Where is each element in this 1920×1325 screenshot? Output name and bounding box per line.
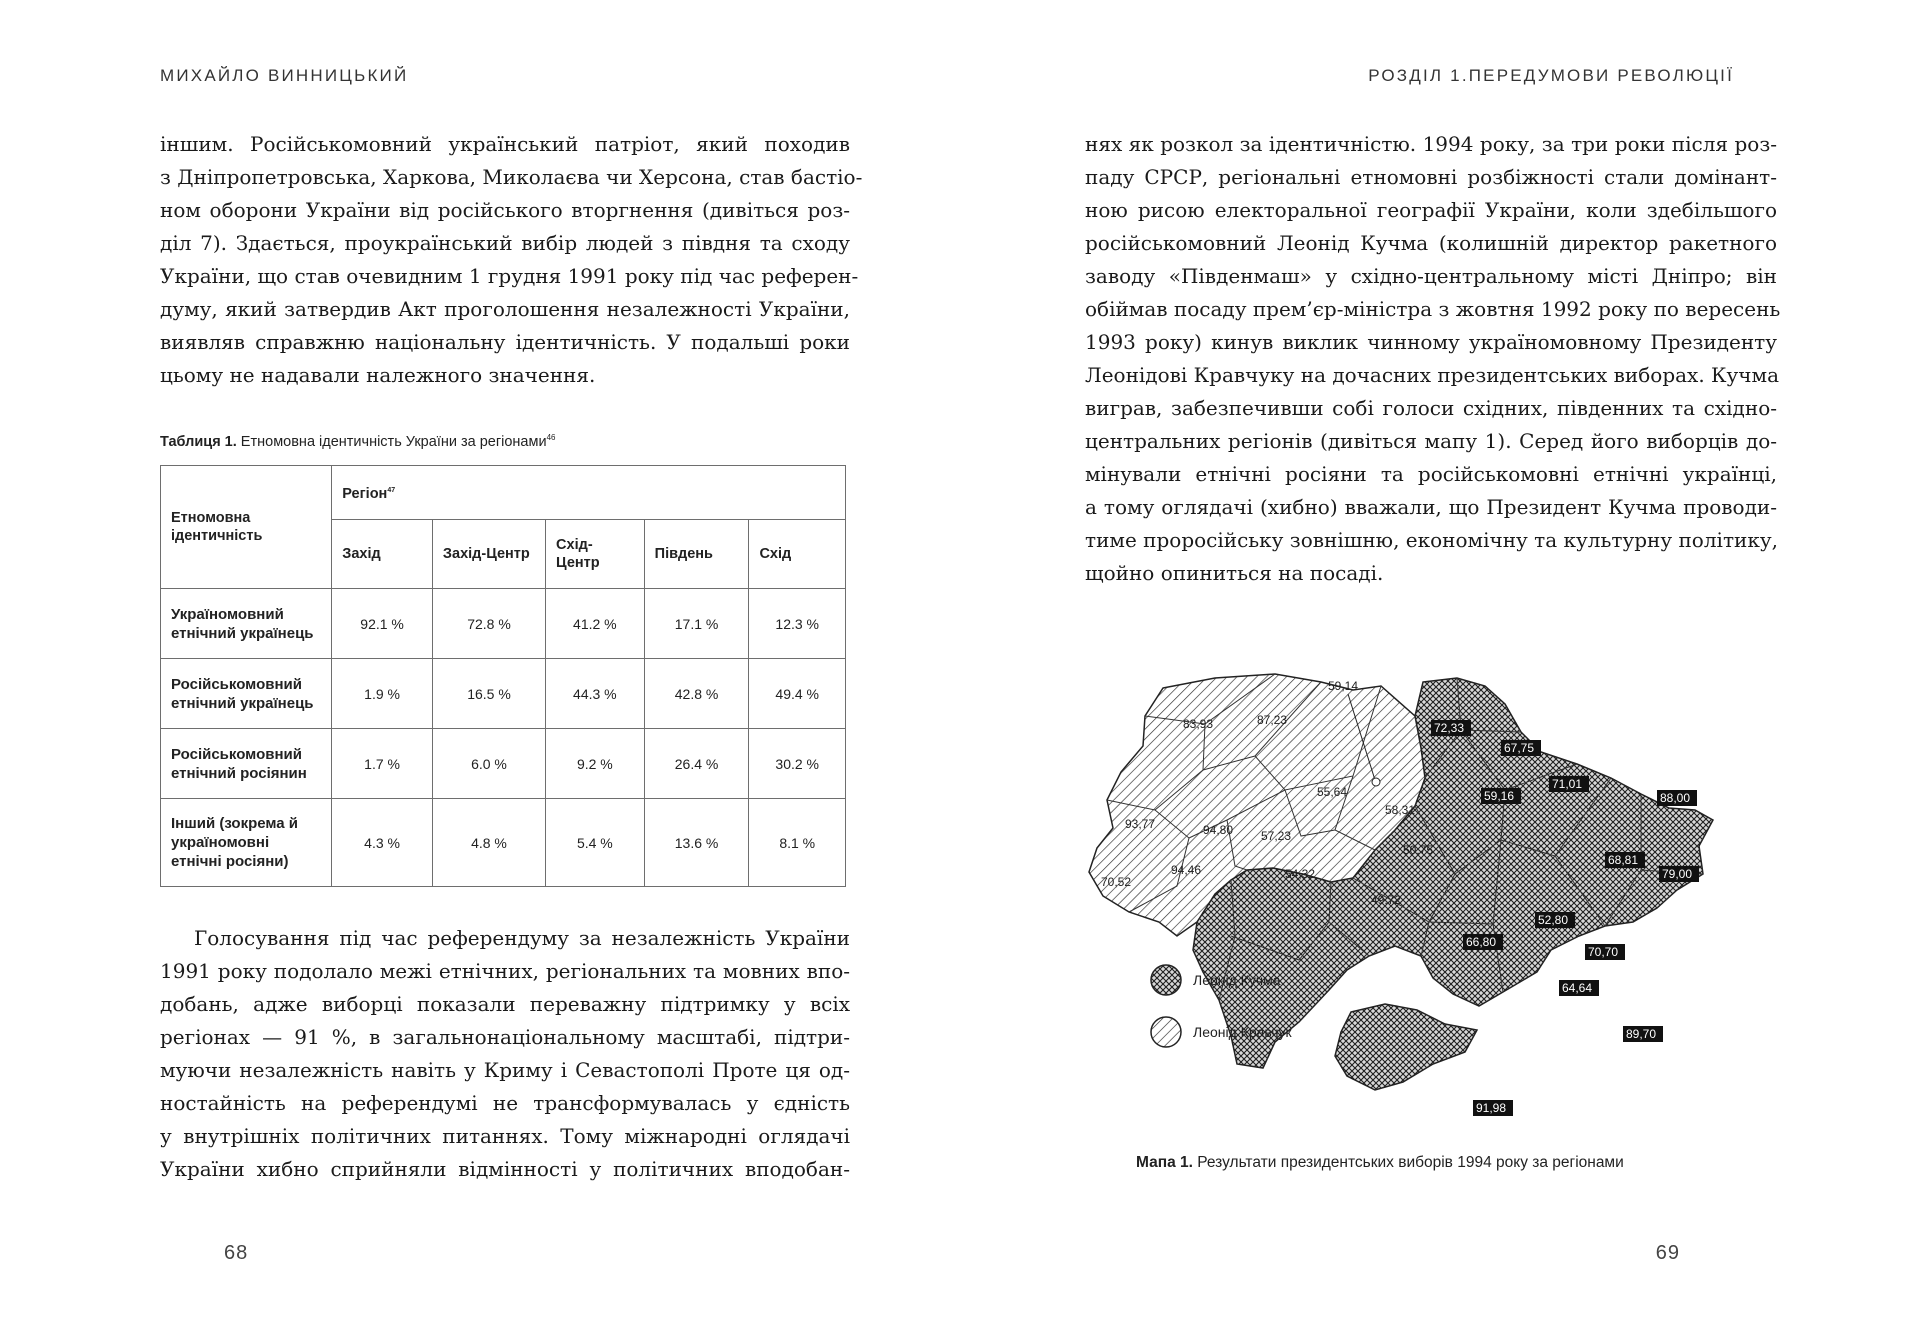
label-khmelnytskyi: 57,23 [1261,829,1292,843]
table-row-label: Російськомовний етнічний росіянин [161,729,332,799]
text-line: 1993 року) кинув виклик чинному україномовному Президенту [1085,330,1777,354]
election-map [1085,660,1785,1140]
table-cell: 17.1 % [644,589,749,659]
paragraph-3 [1085,128,1781,590]
label-chernihiv-south: 58,31 [1385,803,1416,817]
text-line: Леонідові Кравчуку на дочасних президентських виборах. Кучма [1085,363,1780,387]
text-line: Голосування під час референдуму за незалежність України [194,926,850,950]
kuchma-label: 71,01 [1552,777,1583,791]
table-column-header: Схід [749,520,846,589]
kuchma-label: 72,33 [1434,721,1465,735]
paragraph-1 [160,128,863,392]
table-cell: 72.8 % [432,589,545,659]
text-line: виявляв справжню національну ідентичність. У подальші роки [160,330,850,354]
legend-kravchuk-label: Леонід Кравчук [1193,1024,1292,1040]
table-row-label: Російськомовний етнічний українець [161,659,332,729]
text-line: ном оборони України від російського вторгнення (дивіться роз- [160,198,850,222]
label-ternopil: 94,80 [1203,823,1234,837]
text-line: муючи незалежність навіть у Криму і Севастополі Проте ця од- [160,1058,850,1082]
text-line: цьому не надавали належного значення. [160,363,596,387]
text-line: щойно опиниться на посаді. [1085,561,1384,585]
text-line: діл 7). Здається, проукраїнський вибір людей з півдня та сходу [160,231,850,255]
table-cell: 12.3 % [749,589,846,659]
legend-kuchma-label: Леонід Кучма [1193,972,1281,988]
table-caption [160,433,555,450]
table-caption-label: Таблиця 1. [160,433,237,450]
kuchma-label: 70,70 [1588,945,1619,959]
text-line: центральних регіонів (дивіться мапу 1). Серед його виборців до- [1085,429,1777,453]
table-cell: 4.3 % [332,799,433,887]
paragraph-2 [160,922,850,1186]
text-line: російськомовний Леонід Кучма (колишній директор ракетного [1085,231,1777,255]
kuchma-label: 91,98 [1476,1101,1507,1115]
table-corner-header: Етномовна ідентичність [161,466,332,589]
table-column-header: Захід-Центр [432,520,545,589]
table-cell: 16.5 % [432,659,545,729]
table-row-label: Україномовний етнічний українець [161,589,332,659]
text-line: ностайність на референдумі не трансформувалась у єдність [160,1091,850,1115]
table-cell: 1.7 % [332,729,433,799]
table-column-header: Схід-Центр [546,520,645,589]
label-poltava: 50,75 [1403,843,1434,857]
kuchma-label: 79,00 [1662,867,1693,881]
legend-kuchma-swatch [1151,965,1181,995]
table-cell: 44.3 % [546,659,645,729]
label-rivne: 87,23 [1257,713,1288,727]
text-line: добань, адже виборці показали переважну підтримку у всіх [160,992,850,1016]
label-volyn: 83,93 [1183,717,1214,731]
text-line: 1991 року подолало межі етнічних, регіональних та мовних впо- [160,959,850,983]
text-line: регіонах — 91 %, в загальнонаціональному масштабі, підтри- [160,1025,850,1049]
map-caption-label: Мапа 1. [1136,1154,1193,1171]
label-lviv: 93,77 [1125,817,1156,831]
kuchma-label: 66,80 [1466,935,1497,949]
crimea-area [1335,1004,1477,1090]
table-cell: 26.4 % [644,729,749,799]
page-number-right: 69 [1655,1242,1680,1264]
text-line: з Дніпропетровська, Харкова, Миколаєва чи Херсона, став бастіо- [160,165,863,189]
text-line: тиме проросійську зовнішню, економічну та культурну політику, [1085,528,1778,552]
ethnolinguistic-table [160,465,846,887]
text-line: думу, який затвердив Акт проголошення незалежності України, [160,297,850,321]
table-cell: 5.4 % [546,799,645,887]
table-row [161,799,846,887]
kuchma-label: 59,16 [1484,789,1515,803]
kuchma-label: 64,64 [1562,981,1593,995]
page-number-left: 68 [224,1242,249,1264]
table-cell: 6.0 % [432,729,545,799]
label-vinnytsia: 54,32 [1285,867,1316,881]
kuchma-label: 67,75 [1504,741,1535,755]
table-column-header: Південь [644,520,749,589]
table-region-header [332,466,846,520]
text-line: ною рисою електоральної географії України, коли здебільшого [1085,198,1777,222]
table-cell: 1.9 % [332,659,433,729]
map-caption-text: Результати президентських виборів 1994 року за регіонами [1192,1154,1624,1171]
table-row [161,589,846,659]
table-row-label: Інший (зокрема й україномовні етнічні росіяни) [161,799,332,887]
table-cell: 42.8 % [644,659,749,729]
ukraine-map-svg [1085,660,1785,1140]
table-cell: 4.8 % [432,799,545,887]
text-line: у внутрішніх політичних питаннях. Тому міжнародні оглядачі [160,1124,850,1148]
table-cell: 8.1 % [749,799,846,887]
text-line: паду СРСР, регіональні етномовні розбіжності стали домінант- [1085,165,1777,189]
legend-kravchuk-swatch [1151,1017,1181,1047]
table-cell: 49.4 % [749,659,846,729]
text-line: заводу «Південмаш» у східно-центральному місті Дніпро; він [1085,264,1777,288]
label-ivano-frankivsk: 94,46 [1171,863,1202,877]
table-cell: 92.1 % [332,589,433,659]
table-caption-footnote: 46 [546,433,556,442]
kuchma-label: 52,80 [1538,913,1569,927]
text-line: мінували етнічні росіяни та російськомовні етнічні українці, [1085,462,1777,486]
text-line: виграв, забезпечивши собі голоси східних, південних та східно- [1085,396,1777,420]
region-label: Регіон [342,485,388,502]
text-line: обіймав посаду прем’єр-міністра з жовтня 1992 року по вересень [1085,297,1781,321]
label-kyiv: 55,64 [1317,785,1348,799]
text-line: іншим. Російськомовний український патріот, який походив [160,132,850,156]
table-caption-text: Етномовна ідентичність України за регіонами [236,433,547,450]
table-cell: 13.6 % [644,799,749,887]
kuchma-label: 89,70 [1626,1027,1657,1041]
running-head-author: МИХАЙЛО ВИННИЦЬКИЙ [160,66,409,85]
running-head-chapter: РОЗДІЛ 1.ПЕРЕДУМОВИ РЕВОЛЮЦІЇ [1368,66,1734,85]
text-line: а тому оглядачі (хибно) вважали, що Президент Кучма проводи- [1085,495,1777,519]
table-row [161,729,846,799]
table-cell: 41.2 % [546,589,645,659]
table-column-header: Захід [332,520,433,589]
region-footnote: 47 [387,487,396,495]
text-line: України, що став очевидним 1 грудня 1991 року під час референ- [160,264,859,288]
label-kirovohrad: 49,72 [1371,893,1402,907]
label-kyiv-city: 59,14 [1328,679,1359,693]
table-cell: 30.2 % [749,729,846,799]
text-line: нях як розкол за ідентичністю. 1994 року, за три роки після роз- [1085,132,1777,156]
table-row [161,659,846,729]
kuchma-label: 88,00 [1660,791,1691,805]
label-zakarpattia: 70,52 [1101,875,1132,889]
table-cell: 9.2 % [546,729,645,799]
kuchma-label: 68,81 [1608,853,1639,867]
map-caption [1136,1154,1624,1172]
text-line: України хибно сприйняли відмінності у політичних вподобан- [160,1157,850,1181]
